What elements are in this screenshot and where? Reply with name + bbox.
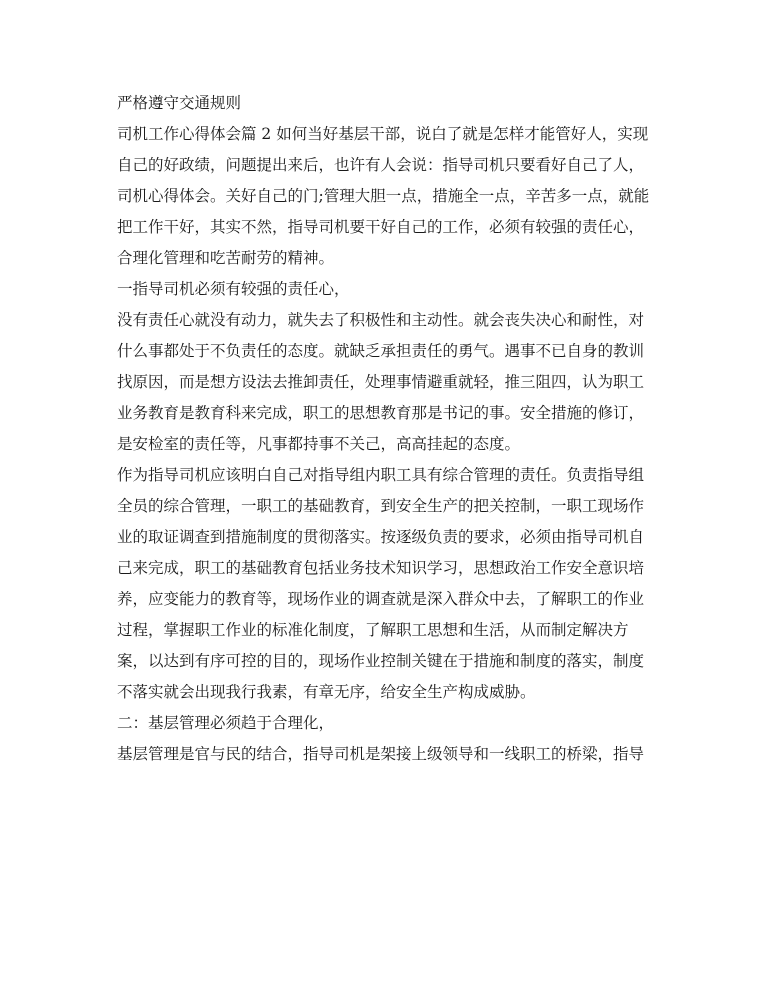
paragraph-line: 业的取证调查到措施制度的贯彻落实。按逐级负责的要求，必须由指导司机自	[117, 528, 645, 546]
paragraph-line: 养，应变能力的教育等，现场作业的调查就是深入群众中去，了解职工的作业	[117, 590, 645, 608]
paragraph-line: 合理化管理和吃苦耐劳的精神。	[117, 249, 335, 267]
paragraph-line: 找原因，而是想方设法去推卸责任，处理事情避重就轻，推三阻四，认为职工	[117, 373, 645, 391]
paragraph-line: 把工作干好，其实不然，指导司机要干好自己的工作，必须有较强的责任心，	[117, 218, 645, 236]
heading-line: 严格遵守交通规则	[117, 94, 242, 112]
paragraph-line: 司机心得体会。关好自己的门;管理大胆一点，措施全一点，辛苦多一点，就能	[117, 187, 650, 205]
paragraph-line: 什么事都处于不负责任的态度。就缺乏承担责任的勇气。遇事不已自身的教训	[117, 342, 645, 360]
paragraph-line: 案，以达到有序可控的目的，现场作业控制关键在于措施和制度的落实，制度	[117, 652, 645, 670]
section-heading-line: 一指导司机必须有较强的责任心，	[117, 280, 350, 298]
paragraph-line: 不落实就会出现我行我素，有章无序，给安全生产构成威胁。	[117, 683, 536, 701]
paragraph-line: 作为指导司机应该明白自己对指导组内职工具有综合管理的责任。负责指导组	[117, 466, 645, 484]
paragraph-line: 自己的好政绩，问题提出来后，也许有人会说：指导司机只要看好自己了人，	[117, 156, 645, 174]
paragraph-line: 己来完成，职工的基础教育包括业务技术知识学习，思想政治工作安全意识培	[117, 559, 645, 577]
paragraph-line: 是安检室的责任等，凡事都持事不关己，高高挂起的态度。	[117, 435, 521, 453]
document-body	[117, 88, 657, 770]
paragraph-line: 过程，掌握职工作业的标准化制度，了解职工思想和生活，从而制定解决方	[117, 621, 629, 639]
paragraph-line: 司机工作心得体会篇 2 如何当好基层干部，说白了就是怎样才能管好人，实现	[117, 125, 649, 143]
paragraph-line: 全员的综合管理，一职工的基础教育，到安全生产的把关控制，一职工现场作	[117, 497, 645, 515]
paragraph-line: 基层管理是官与民的结合，指导司机是架接上级领导和一线职工的桥梁，指导	[117, 745, 645, 763]
section-heading-line: 二：基层管理必须趋于合理化，	[117, 714, 335, 732]
paragraph-line: 业务教育是教育科来完成，职工的思想教育那是书记的事。安全措施的修订，	[117, 404, 645, 422]
paragraph-line: 没有责任心就没有动力，就失去了积极性和主动性。就会丧失决心和耐性，对	[117, 311, 645, 329]
